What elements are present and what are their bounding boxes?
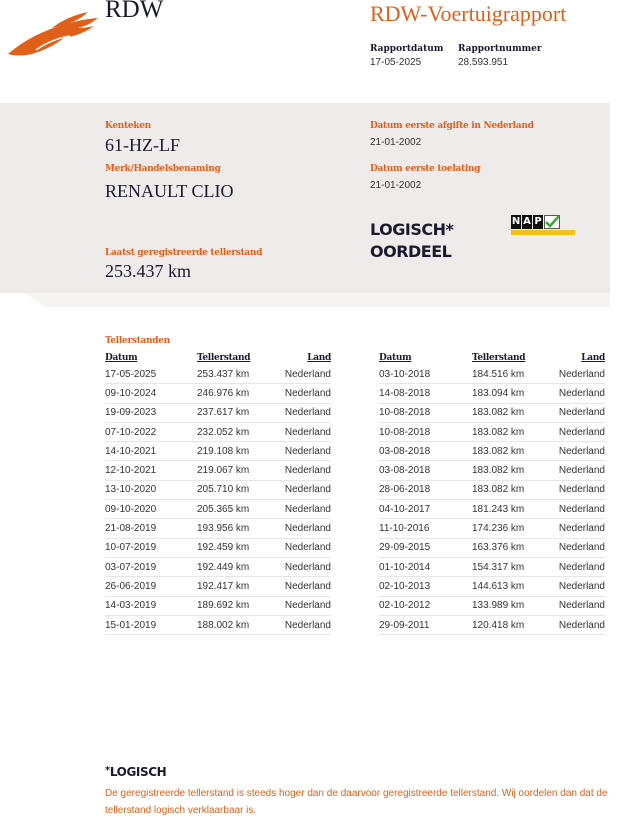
table-row xyxy=(379,596,605,615)
col-reading-header: Tellerstand xyxy=(472,352,526,363)
col-reading-header: Tellerstand xyxy=(197,352,251,363)
table-row xyxy=(379,577,605,596)
verdict-line-2: OORDEEL xyxy=(370,242,452,261)
reading-km: 192.449 km xyxy=(197,557,281,576)
reading-km: 163.376 km xyxy=(472,538,554,557)
reading-km: 183.082 km xyxy=(472,442,554,461)
reading-date: 03-08-2018 xyxy=(379,442,472,461)
checkmark-icon xyxy=(544,215,560,229)
reading-date: 04-10-2017 xyxy=(379,500,472,519)
reading-country: Nederland xyxy=(554,519,605,538)
reading-country: Nederland xyxy=(281,615,331,634)
reading-country: Nederland xyxy=(554,577,605,596)
table-row xyxy=(105,461,331,480)
reading-date: 19-09-2023 xyxy=(105,403,197,422)
reading-date: 28-06-2018 xyxy=(379,480,472,499)
brand-name: RDW xyxy=(105,0,164,23)
reading-country: Nederland xyxy=(554,596,605,615)
table-row xyxy=(379,384,605,403)
plate-value: 61-HZ-LF xyxy=(105,135,180,155)
reading-km: 183.082 km xyxy=(472,480,554,499)
reading-km: 133.989 km xyxy=(472,596,554,615)
overview-panel xyxy=(0,103,610,293)
reading-km: 184.516 km xyxy=(472,365,554,384)
reading-km: 183.094 km xyxy=(472,384,554,403)
first-admission-label: Datum eerste toelating xyxy=(370,164,481,174)
col-country-header: Land xyxy=(307,352,331,363)
reading-km: 183.082 km xyxy=(472,403,554,422)
col-date-header: Datum xyxy=(379,352,412,363)
nap-letter-a: A xyxy=(523,216,531,227)
reading-date: 14-08-2018 xyxy=(379,384,472,403)
reading-date: 12-10-2021 xyxy=(105,461,197,480)
reading-date: 03-07-2019 xyxy=(105,557,197,576)
reading-date: 14-03-2019 xyxy=(105,596,197,615)
reading-country: Nederland xyxy=(281,557,331,576)
footnote-text: De geregistreerde tellerstand is steeds hoger dan de daarvoor geregistreerde tellerstand. Wij oordelen dan dat de tellerstand logisch verklaarbaar is. xyxy=(105,788,608,816)
reading-km: 219.067 km xyxy=(197,461,281,480)
reading-km: 193.956 km xyxy=(197,519,281,538)
odometer-label: Laatst geregistreerde tellerstand xyxy=(105,248,263,258)
table-row xyxy=(379,500,605,519)
nap-yellow-bar xyxy=(511,230,575,235)
table-row xyxy=(105,442,331,461)
reading-km: 154.317 km xyxy=(472,557,554,576)
first-nl-label: Datum eerste afgifte in Nederland xyxy=(370,121,534,131)
reading-km: 144.613 km xyxy=(472,577,554,596)
reading-date: 11-10-2016 xyxy=(379,519,472,538)
reading-date: 29-09-2011 xyxy=(379,615,472,634)
readings-table-right xyxy=(379,350,605,635)
reading-country: Nederland xyxy=(554,615,605,634)
first-admission-value: 21-01-2002 xyxy=(370,180,422,191)
reading-km: 253.437 km xyxy=(197,365,281,384)
plate-label: Kenteken xyxy=(105,121,151,131)
footnote-star: * xyxy=(105,765,110,776)
nap-letter-p: P xyxy=(534,216,542,227)
reading-date: 10-08-2018 xyxy=(379,422,472,441)
table-row xyxy=(379,442,605,461)
reading-country: Nederland xyxy=(554,403,605,422)
table-row xyxy=(105,403,331,422)
table-row xyxy=(379,461,605,480)
reading-km: 237.617 km xyxy=(197,403,281,422)
first-nl-value: 21-01-2002 xyxy=(370,137,422,148)
table-row xyxy=(379,538,605,557)
rdw-logo-icon xyxy=(6,10,106,60)
reading-country: Nederland xyxy=(281,422,331,441)
readings-body-right xyxy=(379,365,605,635)
reading-country: Nederland xyxy=(281,596,331,615)
table-row xyxy=(379,615,605,634)
footnote-title-text: LOGISCH xyxy=(109,765,167,779)
reading-country: Nederland xyxy=(281,538,331,557)
reading-km: 232.052 km xyxy=(197,422,281,441)
reading-country: Nederland xyxy=(281,365,331,384)
table-row xyxy=(379,422,605,441)
table-row xyxy=(379,480,605,499)
reading-country: Nederland xyxy=(554,442,605,461)
make-label: Merk/Handelsbenaming xyxy=(105,164,221,174)
reading-country: Nederland xyxy=(554,480,605,499)
report-number-label: Rapportnummer xyxy=(458,44,542,54)
overview-panel-tail xyxy=(45,293,610,307)
reading-date: 09-10-2020 xyxy=(105,500,197,519)
verdict xyxy=(370,219,453,263)
reading-date: 03-08-2018 xyxy=(379,461,472,480)
reading-km: 181.243 km xyxy=(472,500,554,519)
reading-date: 15-01-2019 xyxy=(105,615,197,634)
reading-country: Nederland xyxy=(281,500,331,519)
reading-country: Nederland xyxy=(554,422,605,441)
table-row xyxy=(105,615,331,634)
readings-body-left xyxy=(105,365,331,635)
reading-date: 03-10-2018 xyxy=(379,365,472,384)
table-row xyxy=(379,557,605,576)
table-row xyxy=(379,365,605,384)
reading-country: Nederland xyxy=(554,384,605,403)
col-date-header: Datum xyxy=(105,352,138,363)
col-country-header: Land xyxy=(581,352,605,363)
reading-km: 183.082 km xyxy=(472,461,554,480)
table-row xyxy=(379,519,605,538)
reading-country: Nederland xyxy=(281,461,331,480)
reading-km: 174.236 km xyxy=(472,519,554,538)
footnote-title xyxy=(105,765,166,779)
reading-date: 21-08-2019 xyxy=(105,519,197,538)
table-row xyxy=(105,480,331,499)
reading-date: 26-06-2019 xyxy=(105,577,197,596)
reading-date: 09-10-2024 xyxy=(105,384,197,403)
verdict-line-1: LOGISCH* xyxy=(370,220,454,239)
reading-country: Nederland xyxy=(281,519,331,538)
reading-country: Nederland xyxy=(554,500,605,519)
reading-country: Nederland xyxy=(281,384,331,403)
report-date-label: Rapportdatum xyxy=(370,44,444,54)
reading-km: 246.976 km xyxy=(197,384,281,403)
table-row xyxy=(105,557,331,576)
table-row xyxy=(379,403,605,422)
nap-logo xyxy=(511,215,560,236)
reading-km: 219.108 km xyxy=(197,442,281,461)
readings-table-left xyxy=(105,350,331,635)
reading-km: 120.418 km xyxy=(472,615,554,634)
reading-date: 14-10-2021 xyxy=(105,442,197,461)
reading-date: 29-09-2015 xyxy=(379,538,472,557)
reading-country: Nederland xyxy=(281,480,331,499)
reading-date: 17-05-2025 xyxy=(105,365,197,384)
nap-letter-n: N xyxy=(511,216,521,227)
reading-km: 189.692 km xyxy=(197,596,281,615)
report-number-block xyxy=(458,44,542,68)
reading-country: Nederland xyxy=(281,403,331,422)
readings-title: Tellerstanden xyxy=(105,336,170,346)
report-number: 28.593.951 xyxy=(458,57,509,68)
table-row xyxy=(105,500,331,519)
table-header-row xyxy=(379,350,605,365)
table-row xyxy=(105,596,331,615)
reading-date: 01-10-2014 xyxy=(379,557,472,576)
reading-date: 10-08-2018 xyxy=(379,403,472,422)
table-row xyxy=(105,365,331,384)
reading-country: Nederland xyxy=(554,365,605,384)
reading-km: 183.082 km xyxy=(472,422,554,441)
reading-date: 02-10-2013 xyxy=(379,577,472,596)
reading-country: Nederland xyxy=(281,577,331,596)
reading-km: 192.417 km xyxy=(197,577,281,596)
reading-km: 188.002 km xyxy=(197,615,281,634)
reading-date: 13-10-2020 xyxy=(105,480,197,499)
reading-date: 10-07-2019 xyxy=(105,538,197,557)
report-title: RDW-Voertuigrapport xyxy=(370,1,567,26)
reading-country: Nederland xyxy=(554,461,605,480)
table-row xyxy=(105,577,331,596)
reading-country: Nederland xyxy=(554,538,605,557)
table-row xyxy=(105,538,331,557)
table-row xyxy=(105,384,331,403)
report-date: 17-05-2025 xyxy=(370,57,422,68)
reading-country: Nederland xyxy=(281,442,331,461)
reading-date: 02-10-2012 xyxy=(379,596,472,615)
reading-km: 205.365 km xyxy=(197,500,281,519)
table-row xyxy=(105,422,331,441)
reading-km: 192.459 km xyxy=(197,538,281,557)
reading-km: 205.710 km xyxy=(197,480,281,499)
make-value: RENAULT CLIO xyxy=(105,181,234,201)
table-header-row xyxy=(105,350,331,365)
reading-country: Nederland xyxy=(554,557,605,576)
report-date-block xyxy=(370,44,443,68)
table-row xyxy=(105,519,331,538)
reading-date: 07-10-2022 xyxy=(105,422,197,441)
odometer-value: 253.437 km xyxy=(105,261,192,281)
